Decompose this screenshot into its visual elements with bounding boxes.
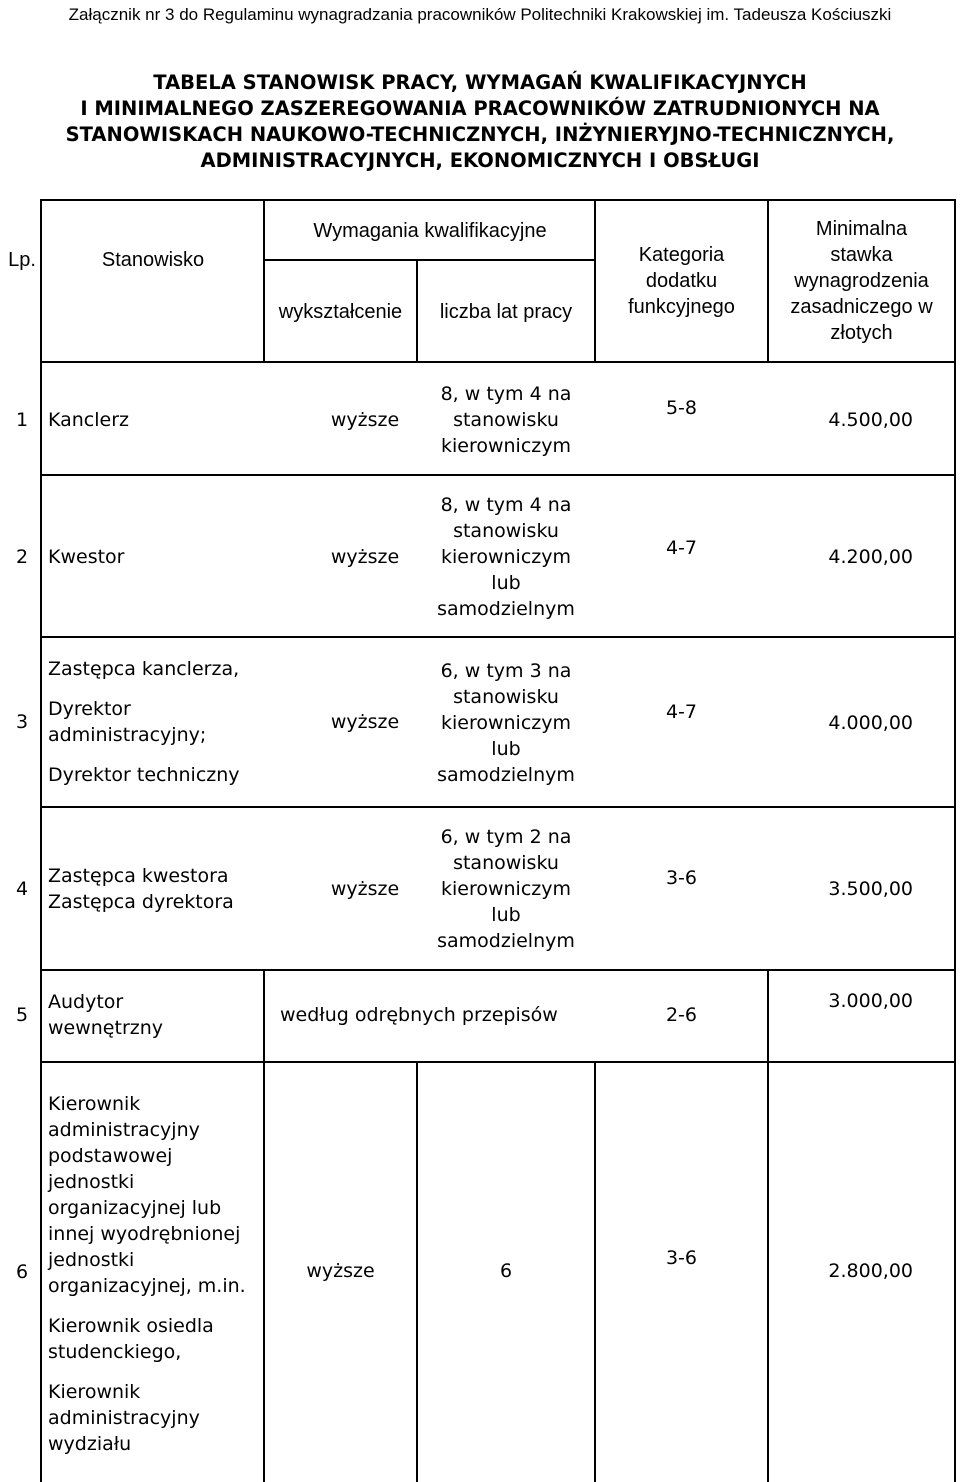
years-line: lub [491,738,521,760]
position-line: Kierownik administracyjny podstawowej jednostki organizacyjnej lub innej wyodrębnionej jednostki organizacyjnej, m.in. [48,1093,246,1297]
cell-category: 4-7 [665,701,698,723]
header-education-label: wykształcenie [278,300,403,323]
document-title [0,70,960,174]
cell-position [48,650,263,794]
header-position-label: Stanowisko [101,249,205,271]
header-minimum-line: zasadniczego w [790,296,933,318]
cell-lp: 3 [15,711,29,733]
header-years-label: liczba lat pracy [439,300,573,323]
position-line: Kwestor [48,546,125,568]
position-line: wewnętrzny [48,1017,164,1039]
header-requirements [265,202,595,260]
header-category-label [628,242,735,320]
header-category-line: funkcyjnego [628,296,735,318]
header-years [418,261,594,362]
years-line: stanowisku [453,852,559,874]
position-line: Zastępca kwestora [48,865,229,887]
cell-position [48,822,263,956]
title-line: I MINIMALNEGO ZASZEREGOWANIA PRACOWNIKÓW ZATRUDNIONYCH NA [80,97,880,120]
cell-category: 3-6 [665,867,698,889]
years-line: lub [491,572,521,594]
cell-requirements-merged: według odrębnych przepisów [280,1004,558,1026]
cell-category: 2-6 [665,1004,698,1026]
cell-years [418,380,594,460]
cell-minimum: 2.800,00 [828,1260,913,1282]
years-line: 6 [499,1260,513,1282]
years-line: 6, w tym 2 na [440,826,572,848]
title-line: ADMINISTRACYJNYCH, EKONOMICZNYCH I OBSŁUGI [200,149,760,172]
header-education [265,261,416,362]
row-vline [263,970,265,1062]
years-line: stanowisku [453,520,559,542]
header-minimum [769,200,954,362]
title-line: TABELA STANOWISK PRACY, WYMAGAŃ KWALIFIKACYJNYCH [153,71,807,94]
cell-position [48,975,263,1055]
years-line: 6, w tym 3 na [440,660,572,682]
row-divider [40,474,956,476]
header-minimum-line: złotych [830,322,893,344]
row-divider [40,636,956,638]
title-line: STANOWISKACH NAUKOWO-TECHNICZNYCH, INŻYNIERYJNO-TECHNICZNYCH, [65,123,895,146]
position-line: Kierownik administracyjny wydziału [48,1381,200,1455]
cell-lp: 6 [15,1261,29,1283]
cell-education: wyższe [330,546,400,568]
cell-position [48,490,263,624]
years-line: samodzielnym [437,764,575,786]
cell-years [418,492,594,622]
cell-lp: 1 [15,409,29,431]
cell-education: wyższe [330,409,400,431]
cell-lp: 2 [15,546,29,568]
position-line: Kierownik osiedla studenckiego, [48,1315,214,1363]
position-line: Audytor [48,991,124,1013]
header-category-line: Kategoria [638,244,725,266]
cell-minimum: 4.500,00 [828,409,913,431]
cell-years [418,1066,594,1476]
cell-years [418,656,594,790]
row-divider [40,806,956,808]
row-divider [40,969,956,971]
header-category-line: dodatku [645,270,718,292]
years-line: kierowniczym [440,878,572,900]
years-line: kierowniczym [440,712,572,734]
cell-years [418,824,594,954]
cell-minimum: 3.500,00 [828,878,913,900]
position-line: Kanclerz [48,409,130,431]
years-line: lub [491,904,521,926]
cell-education: wyższe [330,711,400,733]
position-line: Zastępca dyrektora [48,891,234,913]
header-requirements-label: Wymagania kwalifikacyjne [313,220,547,242]
cell-education: wyższe [330,878,400,900]
cell-category: 5-8 [665,397,698,419]
cell-position [48,378,263,462]
table-border-right [954,200,956,1482]
cell-education: wyższe [306,1260,375,1282]
header-minimum-line: stawka [830,244,893,266]
header-lp [0,200,44,320]
cell-category: 3-6 [665,1247,698,1269]
cell-minimum: 4.000,00 [828,712,913,734]
years-line: samodzielnym [437,598,575,620]
header-lp-label: Lp. [8,249,36,271]
years-line: kierowniczym [440,435,572,457]
cell-position [48,1072,263,1476]
header-minimum-line: Minimalna [815,218,908,240]
position-line: Dyrektor techniczny [48,764,240,786]
cell-lp: 4 [15,878,29,900]
cell-category: 4-7 [665,537,698,559]
position-line: Zastępca kanclerza, [48,658,240,680]
years-line: stanowisku [453,409,559,431]
years-line: 8, w tym 4 na [440,383,572,405]
years-line: samodzielnym [437,930,575,952]
header-minimum-label [790,216,932,346]
years-line: stanowisku [453,686,559,708]
header-position [42,200,264,320]
cell-lp: 5 [15,1004,29,1026]
header-category [596,200,767,362]
position-line: Dyrektor administracyjny; [48,698,207,746]
row-divider [40,1061,956,1063]
cell-minimum: 3.000,00 [828,990,913,1012]
years-line: 8, w tym 4 na [440,494,572,516]
years-line: kierowniczym [440,546,572,568]
appendix-note: Załącznik nr 3 do Regulaminu wynagradzania pracowników Politechniki Krakowskiej im. Tadeusza Kościuszki [68,5,892,24]
cell-minimum: 4.200,00 [828,546,913,568]
header-minimum-line: wynagrodzenia [794,270,929,292]
